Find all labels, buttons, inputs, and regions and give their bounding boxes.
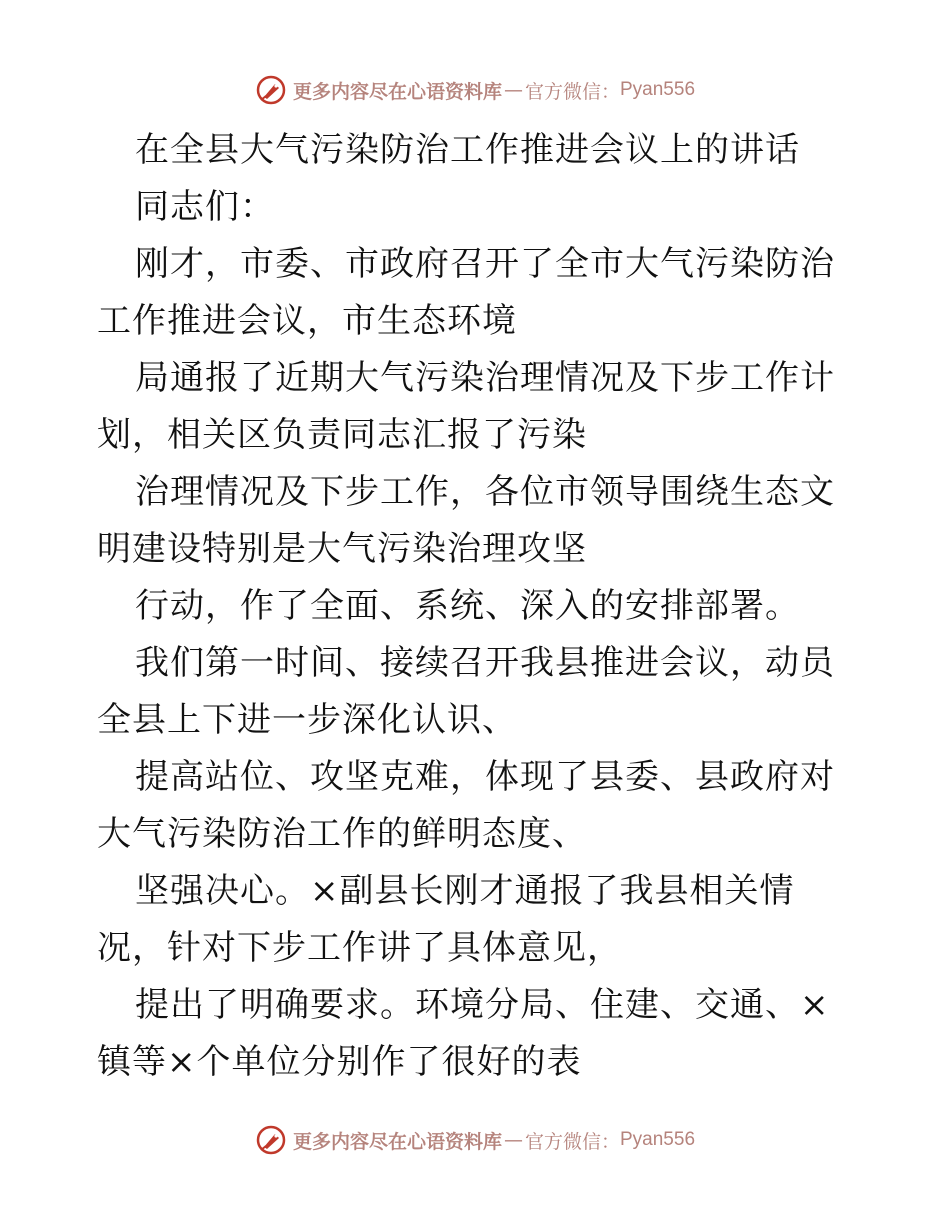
paragraph: 提出了明确要求。环境分局、住建、交通、×镇等×个单位分别作了很好的表 bbox=[97, 985, 830, 1082]
footer-watermark-banner bbox=[0, 1120, 950, 1160]
paragraph: 我们第一时间、接续召开我县推进会议，动员全县上下进一步深化认识、 bbox=[97, 643, 835, 740]
banner-wechat-id: Pyan556 bbox=[620, 1129, 696, 1150]
pen-nib-logo-icon bbox=[255, 1124, 287, 1156]
banner-main-text: 更多内容尽在心语资料库 bbox=[292, 1130, 502, 1153]
paragraph: 刚才，市委、市政府召开了全市大气污染防治工作推进会议，市生态环境 bbox=[97, 244, 835, 341]
paragraph: 局通报了近期大气污染治理情况及下步工作计划，相关区负责同志汇报了污染 bbox=[97, 358, 835, 455]
salutation: 同志们： bbox=[135, 187, 275, 227]
header-watermark-banner bbox=[0, 70, 950, 110]
document-body bbox=[97, 122, 857, 1091]
paragraph: 提高站位、攻坚克难，体现了县委、县政府对大气污染防治工作的鲜明态度、 bbox=[97, 757, 835, 854]
banner-wechat-id: Pyan556 bbox=[620, 79, 696, 100]
paragraph: 坚强决心。×副县长刚才通报了我县相关情况，针对下步工作讲了具体意见， bbox=[97, 871, 795, 968]
paragraph: 治理情况及下步工作，各位市领导围绕生态文明建设特别是大气污染治理攻坚 bbox=[97, 472, 835, 569]
banner-dash: — bbox=[503, 1129, 523, 1151]
pen-nib-logo-icon bbox=[255, 74, 287, 106]
banner-dash: — bbox=[503, 79, 523, 101]
banner-label: 官方微信： bbox=[524, 80, 620, 103]
banner-label: 官方微信： bbox=[524, 1130, 620, 1153]
document-title: 在全县大气污染防治工作推进会议上的讲话 bbox=[135, 130, 800, 170]
paragraph: 行动，作了全面、系统、深入的安排部署。 bbox=[135, 586, 800, 626]
banner-main-text: 更多内容尽在心语资料库 bbox=[292, 80, 502, 103]
